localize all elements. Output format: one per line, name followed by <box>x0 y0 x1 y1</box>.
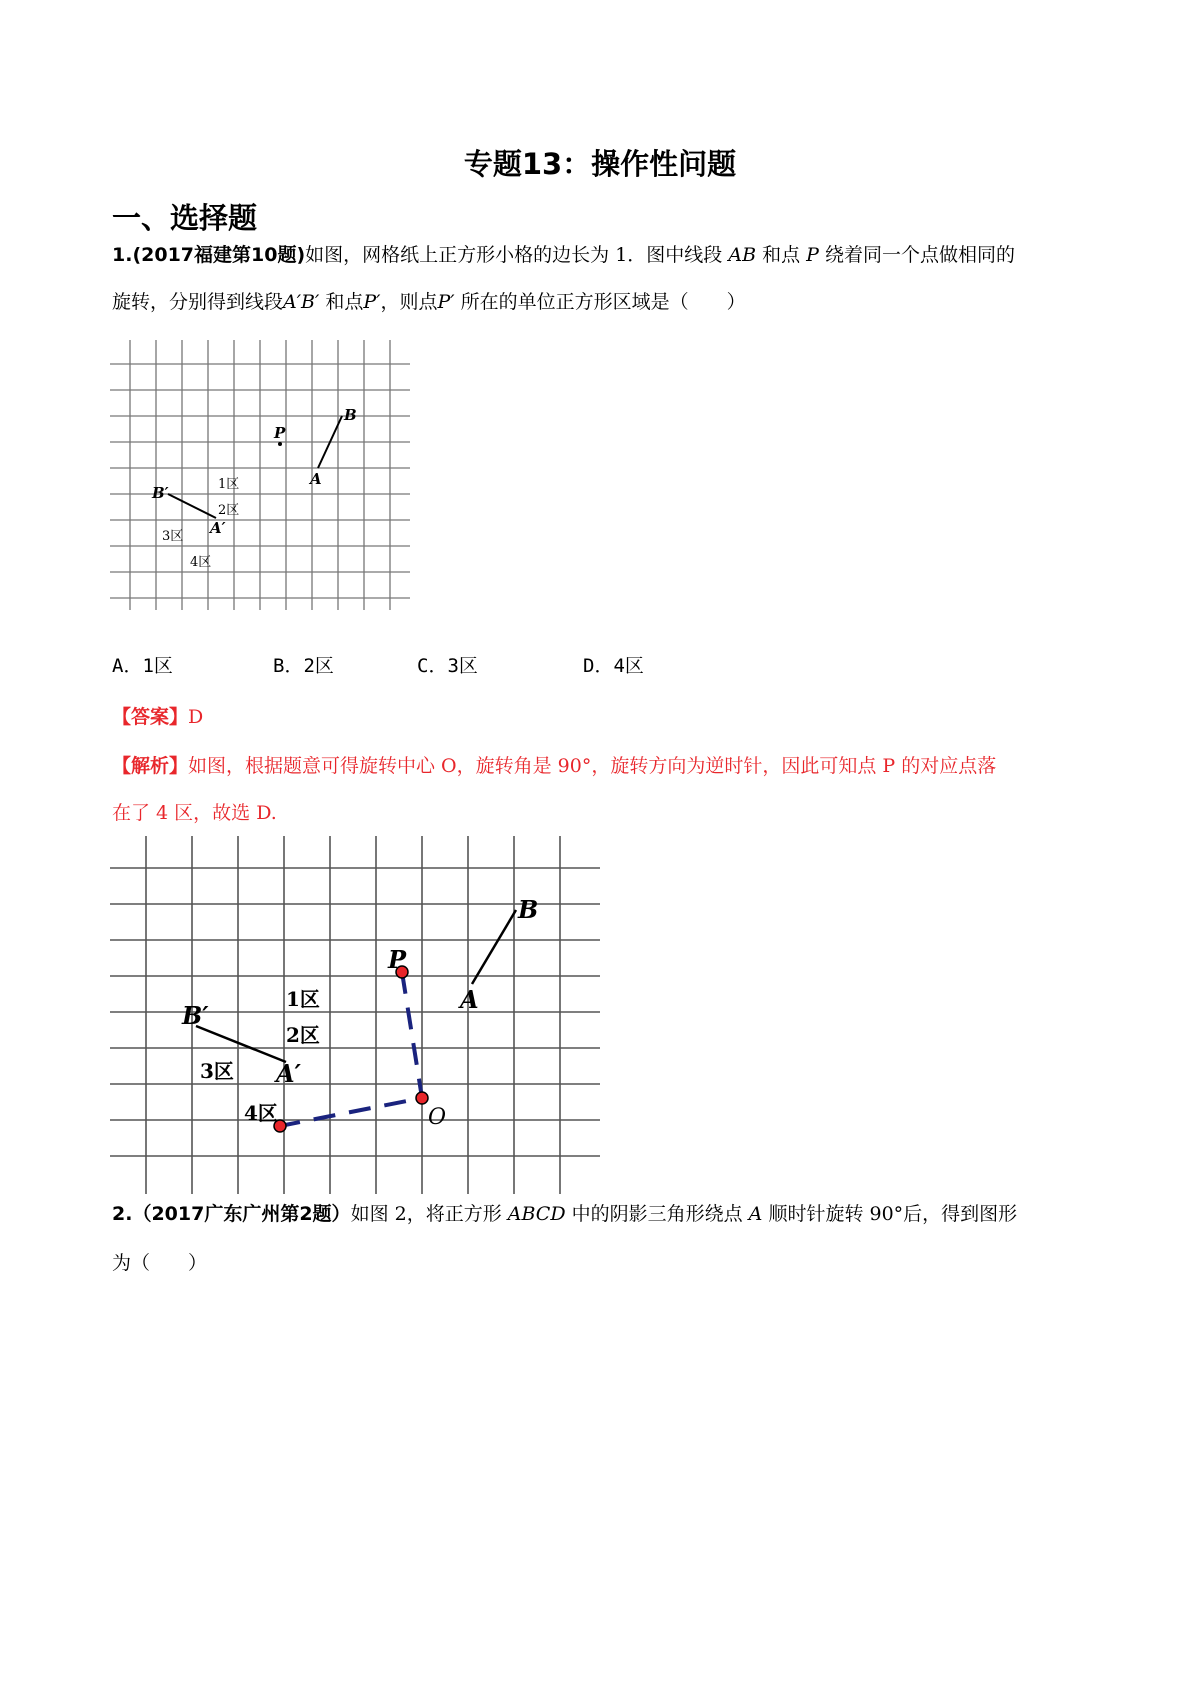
point-a: A <box>748 1203 763 1225</box>
question-2-line-1 <box>112 1203 1017 1225</box>
analysis-line-1 <box>112 751 996 778</box>
question-text: 如图，网格纸上正方形小格的边长为 1．图中线段 <box>305 244 723 266</box>
question-source: (2017福建第10题) <box>132 244 306 266</box>
option-b: B．2区 <box>273 655 334 677</box>
label-o: O <box>428 1105 447 1130</box>
question-text: 如图 2，将正方形 <box>350 1203 502 1225</box>
zone-2-label: 2区 <box>218 503 240 518</box>
question-text: 所在的单位正方形区域是（ ） <box>460 291 746 313</box>
label-p: P <box>388 945 407 974</box>
segment-ab: AB <box>728 244 757 266</box>
zone-2-label: 2区 <box>286 1023 320 1047</box>
question-text: 中的阴影三角形绕点 <box>571 1203 743 1225</box>
label-ap: A′ <box>276 1059 301 1088</box>
option-a: A．1区 <box>112 655 173 677</box>
segment-apbp: A′B′ <box>283 291 320 313</box>
point-p: P <box>806 244 819 266</box>
option-d: D．4区 <box>583 655 644 677</box>
label-b: B <box>518 895 539 924</box>
question-text: 顺时针旋转 90°后，得到图形 <box>768 1203 1018 1225</box>
point-pp: P′ <box>437 291 455 313</box>
label-a: A <box>460 985 479 1014</box>
label-b: B <box>344 406 357 424</box>
option-c: C．3区 <box>417 655 478 677</box>
label-p: P <box>274 424 286 442</box>
section-heading: 一、选择题 <box>112 201 258 235</box>
question-1-line-2 <box>112 291 746 313</box>
question-1-figure <box>110 340 410 610</box>
question-2-line-2: 为（ ） <box>112 1252 208 1274</box>
analysis-tag: 【解析】 <box>112 755 189 777</box>
answer-tag: 【答案】 <box>112 706 189 728</box>
segment-ab-line <box>472 910 516 984</box>
segment-apbp-line <box>168 494 216 518</box>
point-o-marker <box>416 1092 428 1104</box>
zone-4-label: 4区 <box>190 555 212 570</box>
answer-line <box>112 702 203 729</box>
question-text: 绕着同一个点做相同的 <box>824 244 1015 266</box>
zone-4-label: 4区 <box>244 1101 278 1125</box>
analysis-line-2: 在了 4 区，故选 D. <box>112 802 277 824</box>
question-text: 旋转，分别得到线段 <box>112 291 284 313</box>
analysis-text: 如图，根据题意可得旋转中心 O，旋转角是 90°，旋转方向为逆时针，因此可知点 P 的对应点落 <box>188 755 997 777</box>
zone-3-label: 3区 <box>162 529 184 544</box>
point-p-dot <box>278 442 282 446</box>
grid <box>110 340 410 610</box>
label-bp: B′ <box>152 484 169 502</box>
page-title: 专题13：操作性问题 <box>463 147 737 181</box>
question-number: 2. <box>112 1203 133 1225</box>
zone-3-label: 3区 <box>200 1059 234 1083</box>
question-number: 1. <box>112 244 133 266</box>
segment-apbp-line <box>196 1026 286 1062</box>
question-text: ，则点 <box>380 291 438 313</box>
square-abcd: ABCD <box>507 1203 566 1225</box>
point-pp: P′ <box>363 291 381 313</box>
question-text: 和点 <box>762 244 801 266</box>
zone-1-label: 1区 <box>218 477 240 492</box>
answer-figure <box>110 836 600 1194</box>
label-ap: A′ <box>210 519 226 537</box>
zone-1-label: 1区 <box>286 987 320 1011</box>
question-source: （2017广东广州第2题） <box>132 1203 351 1225</box>
answer-value: D <box>188 706 204 728</box>
question-text: 和点 <box>325 291 364 313</box>
label-bp: B′ <box>182 1001 209 1030</box>
label-a: A <box>310 470 322 488</box>
question-1-line-1 <box>112 244 1015 266</box>
